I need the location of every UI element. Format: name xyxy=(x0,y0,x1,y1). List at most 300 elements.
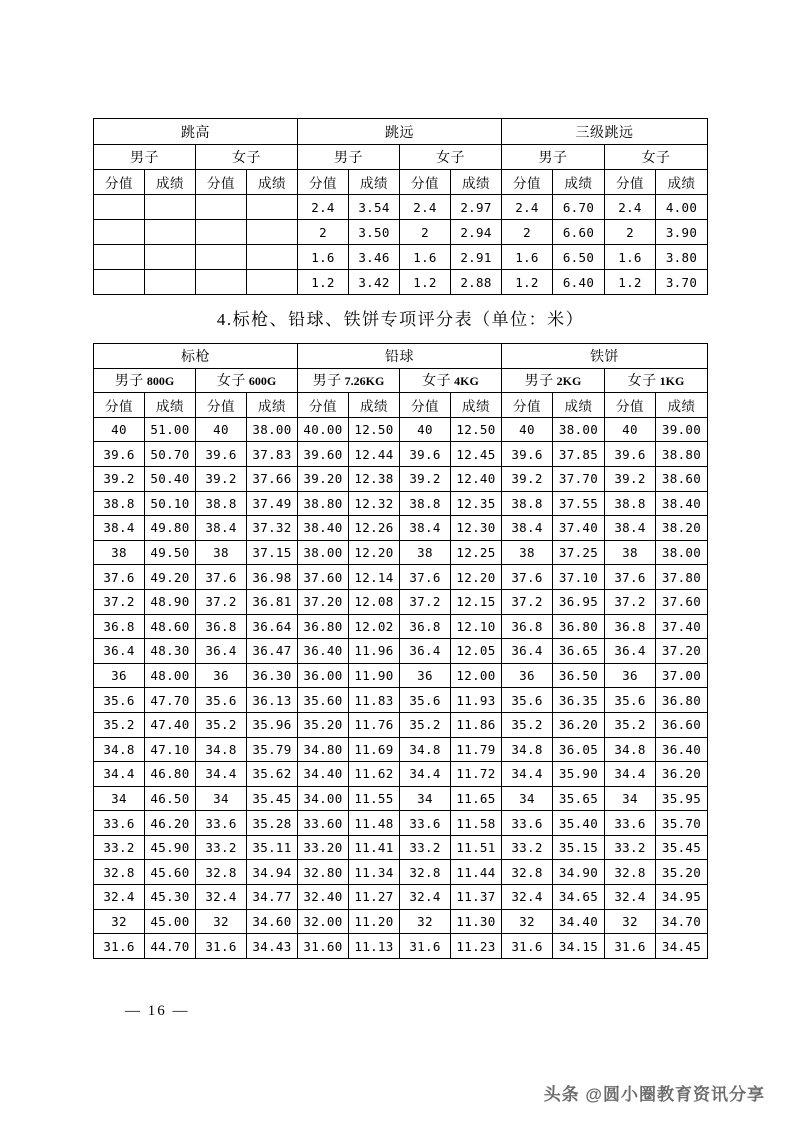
table-cell: 34.15 xyxy=(553,934,605,959)
table-cell: 1.2 xyxy=(298,270,349,295)
table-cell: 34.43 xyxy=(247,934,298,959)
table-cell: 49.80 xyxy=(145,516,196,541)
gender-label: 女子 xyxy=(627,372,657,389)
table-cell: 34.4 xyxy=(400,762,451,787)
table-cell: 32.4 xyxy=(605,885,656,910)
table-cell xyxy=(94,270,145,295)
table-cell: 32.4 xyxy=(400,885,451,910)
event-header-long-jump: 跳远 xyxy=(298,119,502,145)
table-cell: 36.8 xyxy=(196,614,247,639)
table-cell: 34.00 xyxy=(298,786,349,811)
table-cell: 33.6 xyxy=(605,811,656,836)
table-cell: 39.6 xyxy=(94,442,145,467)
table-cell: 38.00 xyxy=(298,540,349,565)
table-cell: 45.30 xyxy=(145,885,196,910)
table-cell: 12.35 xyxy=(451,491,502,516)
table-cell: 12.45 xyxy=(451,442,502,467)
table-cell: 11.69 xyxy=(349,737,400,762)
table-cell: 1.6 xyxy=(298,245,349,270)
table-cell: 11.58 xyxy=(451,811,502,836)
table-cell xyxy=(145,195,196,220)
table-cell: 3.42 xyxy=(349,270,400,295)
table-cell: 1.2 xyxy=(605,270,656,295)
table-cell: 32 xyxy=(502,909,553,934)
table-cell: 11.48 xyxy=(349,811,400,836)
gender-header-discus-male xyxy=(502,368,605,393)
gender-header-shot-put-male xyxy=(298,368,400,393)
table-cell: 40.00 xyxy=(298,417,349,442)
table-row xyxy=(94,811,708,836)
table-row xyxy=(94,860,708,885)
column-header-score-value-3: 分值 xyxy=(400,170,451,195)
table-row xyxy=(94,934,708,959)
column-header-result-3: 成绩 xyxy=(451,393,502,418)
table-cell: 37.25 xyxy=(553,540,605,565)
table-cell: 34 xyxy=(94,786,145,811)
table-cell: 38 xyxy=(94,540,145,565)
table-cell: 1.2 xyxy=(400,270,451,295)
table-cell: 39.6 xyxy=(502,442,553,467)
table-cell: 45.60 xyxy=(145,860,196,885)
table-cell: 34 xyxy=(400,786,451,811)
table-cell: 44.70 xyxy=(145,934,196,959)
table-cell: 11.65 xyxy=(451,786,502,811)
table-row xyxy=(94,589,708,614)
table-cell: 11.93 xyxy=(451,688,502,713)
table-cell: 12.44 xyxy=(349,442,400,467)
table-cell: 38.8 xyxy=(400,491,451,516)
table-cell: 34.77 xyxy=(247,885,298,910)
table-row xyxy=(94,663,708,688)
table-cell: 33.2 xyxy=(94,835,145,860)
table-cell: 34.8 xyxy=(605,737,656,762)
column-header-score-value-5: 分值 xyxy=(605,393,656,418)
table-cell: 34.40 xyxy=(298,762,349,787)
table-row xyxy=(94,712,708,737)
column-header-result-1: 成绩 xyxy=(247,170,298,195)
table-cell: 6.60 xyxy=(553,220,605,245)
table-cell: 36.81 xyxy=(247,589,298,614)
event-header-discus: 铁饼 xyxy=(502,344,708,369)
table-cell: 37.70 xyxy=(553,466,605,491)
table-cell: 36 xyxy=(605,663,656,688)
table-cell: 37.32 xyxy=(247,516,298,541)
table-cell: 3.70 xyxy=(656,270,708,295)
table-cell: 12.26 xyxy=(349,516,400,541)
table-cell: 51.00 xyxy=(145,417,196,442)
table-cell: 46.80 xyxy=(145,762,196,787)
table-cell: 12.20 xyxy=(451,565,502,590)
table-cell: 35.2 xyxy=(605,712,656,737)
table-row xyxy=(94,762,708,787)
table-cell: 33.6 xyxy=(400,811,451,836)
table-cell xyxy=(196,245,247,270)
column-header-score-value-3: 分值 xyxy=(400,393,451,418)
table-cell: 38.00 xyxy=(247,417,298,442)
table-cell: 12.00 xyxy=(451,663,502,688)
table-cell: 35.6 xyxy=(502,688,553,713)
table-cell: 38.4 xyxy=(605,516,656,541)
table-cell: 35.2 xyxy=(400,712,451,737)
table-cell: 11.72 xyxy=(451,762,502,787)
column-header-result-5: 成绩 xyxy=(656,170,708,195)
table-cell: 37.60 xyxy=(656,589,708,614)
event-header-shot-put: 铅球 xyxy=(298,344,502,369)
table-cell: 32 xyxy=(605,909,656,934)
table-row xyxy=(94,639,708,664)
table-cell: 11.13 xyxy=(349,934,400,959)
table-cell: 12.02 xyxy=(349,614,400,639)
table-cell: 33.6 xyxy=(196,811,247,836)
table-cell: 38 xyxy=(196,540,247,565)
table-row xyxy=(94,442,708,467)
table-cell: 39.2 xyxy=(502,466,553,491)
table-cell: 36.8 xyxy=(605,614,656,639)
table-cell: 50.40 xyxy=(145,466,196,491)
table-cell: 48.30 xyxy=(145,639,196,664)
table-cell: 37.2 xyxy=(502,589,553,614)
table-cell: 2 xyxy=(400,220,451,245)
table-cell: 37.6 xyxy=(94,565,145,590)
page-number: — 16 — xyxy=(125,1003,190,1019)
table-cell: 37.6 xyxy=(196,565,247,590)
table-cell: 32.8 xyxy=(502,860,553,885)
table-cell: 39.60 xyxy=(298,442,349,467)
table-cell: 36.50 xyxy=(553,663,605,688)
table-cell: 35.79 xyxy=(247,737,298,762)
gender-label: 男子 xyxy=(114,372,144,389)
table-cell: 12.15 xyxy=(451,589,502,614)
table-cell: 39.2 xyxy=(94,466,145,491)
table-cell: 34.4 xyxy=(94,762,145,787)
table-row xyxy=(94,835,708,860)
table-cell: 37.00 xyxy=(656,663,708,688)
table-row xyxy=(94,417,708,442)
table-cell: 32.40 xyxy=(298,885,349,910)
table-cell: 37.2 xyxy=(196,589,247,614)
table-cell: 47.70 xyxy=(145,688,196,713)
table-cell: 31.6 xyxy=(196,934,247,959)
table-cell: 36.4 xyxy=(196,639,247,664)
table-one-head xyxy=(94,119,708,195)
table-cell: 3.80 xyxy=(656,245,708,270)
table-cell: 37.2 xyxy=(400,589,451,614)
table-cell: 6.50 xyxy=(553,245,605,270)
table-cell: 36.8 xyxy=(502,614,553,639)
table-cell: 47.40 xyxy=(145,712,196,737)
table-cell: 36.8 xyxy=(94,614,145,639)
table-cell: 35.96 xyxy=(247,712,298,737)
table-cell: 33.20 xyxy=(298,835,349,860)
table-cell: 12.14 xyxy=(349,565,400,590)
gender-label: 女子 xyxy=(422,372,452,389)
table-cell: 38 xyxy=(605,540,656,565)
table-cell: 36.13 xyxy=(247,688,298,713)
table-row xyxy=(94,491,708,516)
table-two-body xyxy=(94,417,708,958)
table-cell: 12.50 xyxy=(349,417,400,442)
table-cell: 45.00 xyxy=(145,909,196,934)
table-two-event-header-row xyxy=(94,344,708,369)
table-cell: 32 xyxy=(196,909,247,934)
table-two-head xyxy=(94,344,708,418)
table-cell: 35.2 xyxy=(502,712,553,737)
table-cell: 11.27 xyxy=(349,885,400,910)
table-cell: 37.85 xyxy=(553,442,605,467)
table-cell: 32.00 xyxy=(298,909,349,934)
table-cell xyxy=(247,220,298,245)
table-cell: 35.95 xyxy=(656,786,708,811)
table-cell: 11.62 xyxy=(349,762,400,787)
table-cell: 36.40 xyxy=(656,737,708,762)
table-cell: 36.35 xyxy=(553,688,605,713)
implement-weight-label: 1KG xyxy=(656,374,685,389)
table-cell: 36.47 xyxy=(247,639,298,664)
table-cell: 37.55 xyxy=(553,491,605,516)
table-one-event-header-row xyxy=(94,119,708,145)
table-cell: 38.4 xyxy=(400,516,451,541)
gender-header-javelin-female xyxy=(196,368,298,393)
gender-header-high-jump-female: 女子 xyxy=(196,145,298,170)
table-cell: 50.70 xyxy=(145,442,196,467)
table-cell: 39.6 xyxy=(605,442,656,467)
table-cell xyxy=(196,270,247,295)
table-cell: 38.00 xyxy=(656,540,708,565)
table-cell: 36.98 xyxy=(247,565,298,590)
table-cell: 38.20 xyxy=(656,516,708,541)
table-cell xyxy=(145,270,196,295)
table-cell: 39.00 xyxy=(656,417,708,442)
column-header-result-3: 成绩 xyxy=(451,170,502,195)
table-cell: 36.4 xyxy=(605,639,656,664)
table-cell: 33.2 xyxy=(502,835,553,860)
table-cell: 45.90 xyxy=(145,835,196,860)
table-cell: 34.90 xyxy=(553,860,605,885)
table-row xyxy=(94,688,708,713)
table-cell: 35.6 xyxy=(400,688,451,713)
table-cell: 1.6 xyxy=(605,245,656,270)
table-cell: 35.28 xyxy=(247,811,298,836)
table-cell: 37.40 xyxy=(656,614,708,639)
table-cell: 38.8 xyxy=(605,491,656,516)
table-cell: 34 xyxy=(502,786,553,811)
table-cell: 39.2 xyxy=(605,466,656,491)
gender-header-triple-jump-male: 男子 xyxy=(502,145,605,170)
table-cell: 37.15 xyxy=(247,540,298,565)
table-cell: 1.6 xyxy=(502,245,553,270)
table-cell: 12.40 xyxy=(451,466,502,491)
table-cell xyxy=(196,220,247,245)
table-row xyxy=(94,737,708,762)
table-cell: 35.90 xyxy=(553,762,605,787)
table-cell xyxy=(145,245,196,270)
table-cell: 32.4 xyxy=(94,885,145,910)
gender-header-long-jump-female: 女子 xyxy=(400,145,502,170)
table-cell: 11.34 xyxy=(349,860,400,885)
table-two-column-header-row xyxy=(94,393,708,418)
gender-label: 女子 xyxy=(216,372,246,389)
table-one-gender-header-row xyxy=(94,145,708,170)
table-cell: 38.4 xyxy=(502,516,553,541)
table-cell: 36.00 xyxy=(298,663,349,688)
column-header-result-0: 成绩 xyxy=(145,393,196,418)
table-cell: 34.4 xyxy=(605,762,656,787)
table-cell: 37.80 xyxy=(656,565,708,590)
column-header-score-value-0: 分值 xyxy=(94,393,145,418)
table-row xyxy=(94,270,708,295)
table-cell: 6.70 xyxy=(553,195,605,220)
table-cell: 11.96 xyxy=(349,639,400,664)
table-cell: 38.8 xyxy=(94,491,145,516)
table-cell: 35.45 xyxy=(247,786,298,811)
table-cell: 40 xyxy=(400,417,451,442)
table-cell: 12.50 xyxy=(451,417,502,442)
table-cell: 32.80 xyxy=(298,860,349,885)
table-cell: 49.50 xyxy=(145,540,196,565)
table-cell: 38.8 xyxy=(196,491,247,516)
table-one-body xyxy=(94,195,708,295)
table-cell: 2.4 xyxy=(400,195,451,220)
table-cell: 36.95 xyxy=(553,589,605,614)
table-cell: 33.60 xyxy=(298,811,349,836)
table-cell: 37.20 xyxy=(298,589,349,614)
implement-weight-label: 7.26KG xyxy=(341,374,385,389)
table-row xyxy=(94,195,708,220)
table-row xyxy=(94,540,708,565)
gender-header-javelin-male xyxy=(94,368,196,393)
gender-header-triple-jump-female: 女子 xyxy=(605,145,708,170)
gender-header-long-jump-male: 男子 xyxy=(298,145,400,170)
table-cell: 48.60 xyxy=(145,614,196,639)
table-cell: 38.80 xyxy=(656,442,708,467)
table-cell: 12.32 xyxy=(349,491,400,516)
table-two-gender-header-row xyxy=(94,368,708,393)
table-cell: 36.4 xyxy=(400,639,451,664)
table-cell: 11.76 xyxy=(349,712,400,737)
table-cell: 36.20 xyxy=(553,712,605,737)
gender-header-discus-female xyxy=(605,368,708,393)
table-cell: 11.86 xyxy=(451,712,502,737)
table-row xyxy=(94,885,708,910)
table-cell: 32 xyxy=(94,909,145,934)
table-cell: 31.6 xyxy=(605,934,656,959)
table-cell: 49.20 xyxy=(145,565,196,590)
column-header-result-1: 成绩 xyxy=(247,393,298,418)
gender-header-shot-put-female xyxy=(400,368,502,393)
table-cell: 38 xyxy=(502,540,553,565)
table-cell: 31.6 xyxy=(502,934,553,959)
table-cell: 40 xyxy=(196,417,247,442)
table-cell: 12.38 xyxy=(349,466,400,491)
implement-weight-label: 2KG xyxy=(553,374,582,389)
table-cell: 36.4 xyxy=(94,639,145,664)
table-cell: 31.6 xyxy=(400,934,451,959)
table-cell: 35.40 xyxy=(553,811,605,836)
table-cell: 46.20 xyxy=(145,811,196,836)
table-cell: 3.46 xyxy=(349,245,400,270)
table-cell: 37.6 xyxy=(605,565,656,590)
table-cell: 33.2 xyxy=(196,835,247,860)
table-cell: 12.25 xyxy=(451,540,502,565)
table-cell: 34.8 xyxy=(400,737,451,762)
table-cell: 2.4 xyxy=(502,195,553,220)
column-header-result-2: 成绩 xyxy=(349,393,400,418)
table-cell: 46.50 xyxy=(145,786,196,811)
column-header-score-value-1: 分值 xyxy=(196,393,247,418)
column-header-result-2: 成绩 xyxy=(349,170,400,195)
table-cell: 37.10 xyxy=(553,565,605,590)
table-cell: 3.54 xyxy=(349,195,400,220)
table-cell: 34.80 xyxy=(298,737,349,762)
table-cell: 12.10 xyxy=(451,614,502,639)
table-cell: 34.8 xyxy=(502,737,553,762)
table-cell: 34.4 xyxy=(196,762,247,787)
column-header-result-4: 成绩 xyxy=(553,393,605,418)
table-cell: 34 xyxy=(196,786,247,811)
table-cell: 11.79 xyxy=(451,737,502,762)
table-cell: 36.65 xyxy=(553,639,605,664)
table-cell: 35.6 xyxy=(94,688,145,713)
table-cell: 35.62 xyxy=(247,762,298,787)
table-cell: 35.20 xyxy=(298,712,349,737)
table-cell: 36.64 xyxy=(247,614,298,639)
table-cell: 34.70 xyxy=(656,909,708,934)
table-cell: 37.6 xyxy=(502,565,553,590)
table-cell: 36.80 xyxy=(298,614,349,639)
table-cell: 2.91 xyxy=(451,245,502,270)
table-cell: 36.4 xyxy=(502,639,553,664)
column-header-score-value-2: 分值 xyxy=(298,170,349,195)
table-cell: 37.66 xyxy=(247,466,298,491)
table-cell: 35.6 xyxy=(605,688,656,713)
table-cell: 12.30 xyxy=(451,516,502,541)
table-cell: 11.20 xyxy=(349,909,400,934)
table-cell: 34 xyxy=(605,786,656,811)
table-cell: 35.15 xyxy=(553,835,605,860)
table-cell: 33.2 xyxy=(605,835,656,860)
table-cell: 35.65 xyxy=(553,786,605,811)
implement-weight-label: 600G xyxy=(245,374,277,389)
table-row xyxy=(94,614,708,639)
table-cell: 36 xyxy=(400,663,451,688)
table-cell: 37.83 xyxy=(247,442,298,467)
table-row xyxy=(94,466,708,491)
table-row xyxy=(94,245,708,270)
table-cell: 12.20 xyxy=(349,540,400,565)
table-cell: 36.30 xyxy=(247,663,298,688)
table-cell: 32.8 xyxy=(94,860,145,885)
table-row xyxy=(94,516,708,541)
table-cell: 50.10 xyxy=(145,491,196,516)
table-cell: 37.60 xyxy=(298,565,349,590)
table-row xyxy=(94,220,708,245)
table-cell: 38.4 xyxy=(196,516,247,541)
table-cell: 3.50 xyxy=(349,220,400,245)
table-cell xyxy=(196,195,247,220)
table-cell: 2.4 xyxy=(298,195,349,220)
table-cell: 40 xyxy=(502,417,553,442)
table-cell: 38.00 xyxy=(553,417,605,442)
table-cell: 34.60 xyxy=(247,909,298,934)
table-cell: 12.08 xyxy=(349,589,400,614)
table-cell: 34.95 xyxy=(656,885,708,910)
table-cell: 2.97 xyxy=(451,195,502,220)
table-cell: 35.45 xyxy=(656,835,708,860)
table-cell: 40 xyxy=(605,417,656,442)
table-cell xyxy=(145,220,196,245)
table-cell: 1.6 xyxy=(400,245,451,270)
table-cell: 40 xyxy=(94,417,145,442)
